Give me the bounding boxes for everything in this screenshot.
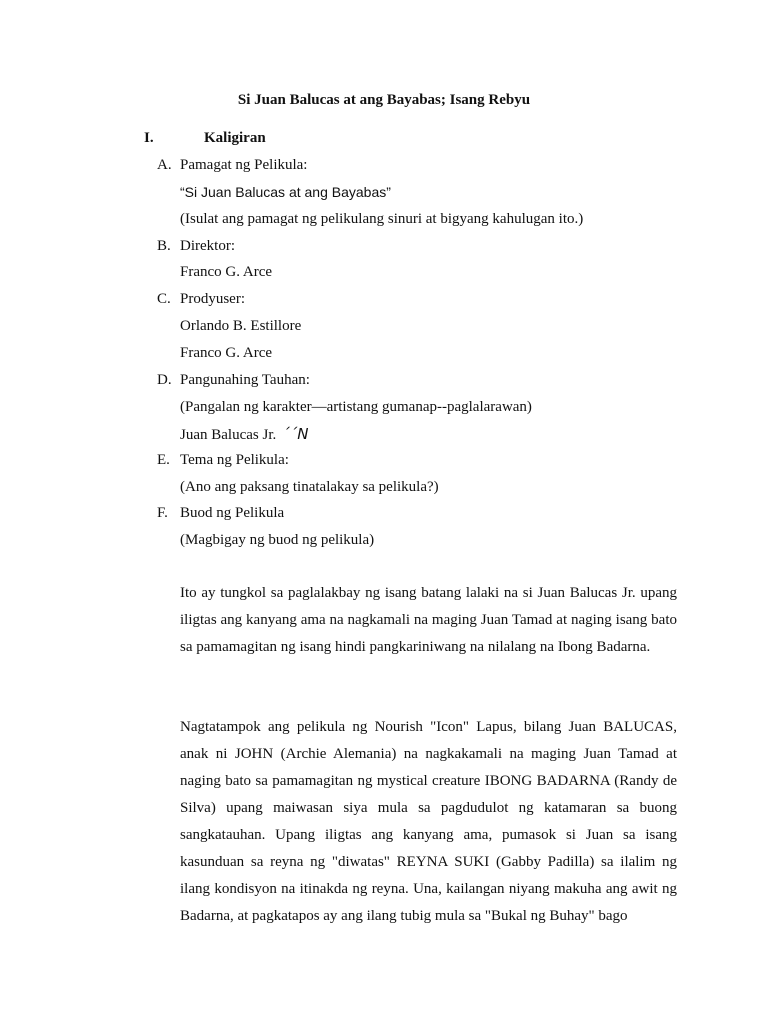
item-label-tauhan: Pangunahing Tauhan: — [180, 372, 310, 388]
item-letter-b: B. — [157, 238, 171, 254]
summary-paragraph-2: Nagtatampok ang pelikula ng Nourish "Icon" Lapus, bilang Juan BALUCAS, anak ni JOHN (Archie Alemania) na nagkakamali na maging Juan Tamad at naging bato sa pamamagitan ng mystical creature IBONG BADARNA (Randy de Silva) upang maiwasan siya mula sa pagdudulot ng katamaran sa buong sangkatauhan. Upang iligtas ang kanyang ama, pumasok si Juan sa isang kasunduan sa reyna ng "diwatas" REYNA SUKI (Gabby Padilla) sa ilalim ng ilang kondisyon na itinakda ng reyna. Una, kailangan niyang makuha ang awit ng Badarna, at pagkatapos ay ang ilang tubig mula sa "Bukal ng Buhay" bago — [180, 719, 677, 924]
item-label-prodyuser: Prodyuser: — [180, 291, 245, 307]
item-value-character — [180, 425, 308, 444]
summary-paragraph-1: Ito ay tungkol sa paglalakbay ng isang batang lalaki na si Juan Balucas Jr. upang iligtas ang kanyang ama na nagkamali na maging Juan Tamad at naging isang bato sa pamamagitan ng isang hindi pangkariniwang na nilalang na Ibong Badarna. — [180, 585, 677, 655]
item-label-tema: Tema ng Pelikula: — [180, 452, 289, 468]
item-letter-c: C. — [157, 291, 171, 307]
item-value-producer-2: Franco G. Arce — [180, 345, 273, 361]
item-label-direktor: Direktor: — [180, 238, 235, 254]
item-value-director: Franco G. Arce — [180, 264, 273, 280]
item-instruction-tema: (Ano ang paksang tinatalakay sa pelikula?) — [180, 479, 439, 495]
stray-mark: ´´N — [282, 425, 309, 443]
item-instruction-title: (Isulat ang pamagat ng pelikulang sinuri at bigyang kahulugan ito.) — [180, 211, 584, 227]
item-value-producer-1: Orlando B. Estillore — [180, 318, 302, 334]
item-label-buod: Buod ng Pelikula — [180, 505, 285, 521]
item-label-pamagat: Pamagat ng Pelikula: — [180, 157, 308, 173]
item-instruction-tauhan: (Pangalan ng karakter—artistang gumanap--paglalarawan) — [180, 399, 532, 415]
item-value-movie-title: “Si Juan Balucas at ang Bayabas” — [180, 184, 391, 200]
item-letter-a: A. — [157, 157, 172, 173]
item-instruction-buod: (Magbigay ng buod ng pelikula) — [180, 532, 375, 548]
document-title: Si Juan Balucas at ang Bayabas; Isang Rebyu — [237, 92, 531, 108]
item-letter-e: E. — [157, 452, 170, 468]
section-heading: Kaligiran — [204, 130, 266, 146]
character-name: Juan Balucas Jr. — [180, 427, 277, 443]
item-letter-f: F. — [157, 505, 168, 521]
section-numeral: I. — [144, 130, 154, 146]
item-letter-d: D. — [157, 372, 172, 388]
